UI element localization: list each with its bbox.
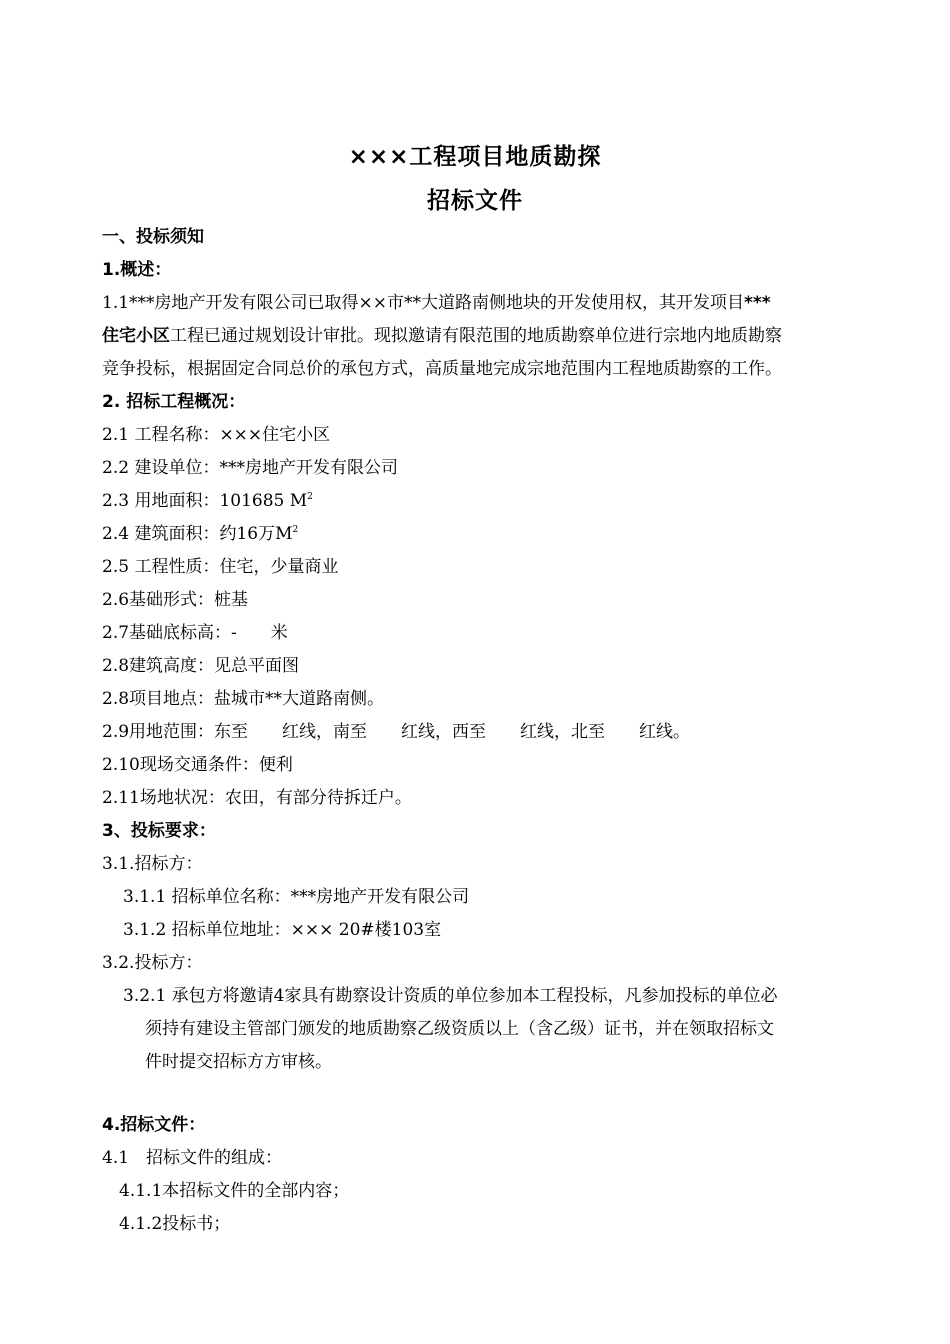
paragraph-line: 须持有建设主管部门颁发的地质勘察乙级资质以上（含乙级）证书，并在领取招标文 [145,1019,774,1039]
list-item: 2.5 工程性质：住宅，少量商业 [102,557,339,577]
heading-project-overview: 2. 招标工程概况： [102,392,246,412]
list-item: 2.9用地范围：东至 红线，南至 红线，西至 红线，北至 红线。 [102,722,691,742]
section-heading-1: 一、投标须知 [102,227,204,247]
paragraph-line: 件时提交招标方方审核。 [145,1052,332,1072]
list-item: 2.2 建设单位：***房地产开发有限公司 [102,458,398,478]
paragraph-line: 3.2.1 承包方将邀请4家具有勘察设计资质的单位参加本工程投标，凡参加投标的单位必 [123,986,778,1006]
superscript: 2 [307,492,313,502]
superscript: 2 [292,525,299,535]
heading-bid-requirements: 3、投标要求： [102,821,216,841]
paragraph-bold-text: 住宅小区 [102,326,170,346]
list-item-text: 2.4 建筑面积：约16万M [102,524,293,544]
paragraph-line [102,291,771,315]
paragraph-text: 1.1***房地产开发有限公司已取得××市**大道路南侧地块的开发使用权，其开发项目 [102,293,745,313]
list-item: 3.1.招标方： [102,854,203,874]
list-item: 4.1.1本招标文件的全部内容； [119,1181,350,1201]
list-item: 3.1.1 招标单位名称：***房地产开发有限公司 [123,887,470,907]
list-item: 2.1 工程名称：×××住宅小区 [102,425,331,445]
heading-overview: 1.概述： [102,260,172,280]
list-item: 2.6基础形式：桩基 [102,590,249,610]
list-item: 2.7基础底标高：- 米 [102,623,288,643]
list-item: 3.2.投标方： [102,953,203,973]
list-item: 2.11场地状况：农田，有部分待拆迁户。 [102,788,412,808]
list-item: 4.1.2投标书； [119,1214,231,1234]
list-item [102,522,298,546]
list-item: 2.10现场交通条件：便利 [102,755,293,775]
list-item: 4.1 招标文件的组成： [102,1148,283,1168]
document-title: ×××工程项目地质勘探 [348,144,602,170]
paragraph-line [102,324,782,348]
paragraph-bold-text: *** [744,293,771,313]
list-item: 2.8项目地点：盐城市**大道路南侧。 [102,689,385,709]
list-item [102,489,313,513]
document-subtitle: 招标文件 [427,188,523,214]
list-item: 2.8建筑高度：见总平面图 [102,656,300,676]
paragraph-line: 竞争投标，根据固定合同总价的承包方式，高质量地完成宗地范围内工程地质勘察的工作。 [102,359,782,379]
list-item-text: 2.3 用地面积：101685 M [102,491,308,511]
paragraph-text: 工程已通过规划设计审批。现拟邀请有限范围的地质勘察单位进行宗地内地质勘察 [170,326,782,346]
heading-bid-documents: 4.招标文件： [102,1115,206,1135]
list-item: 3.1.2 招标单位地址：××× 20#楼103室 [123,920,442,940]
